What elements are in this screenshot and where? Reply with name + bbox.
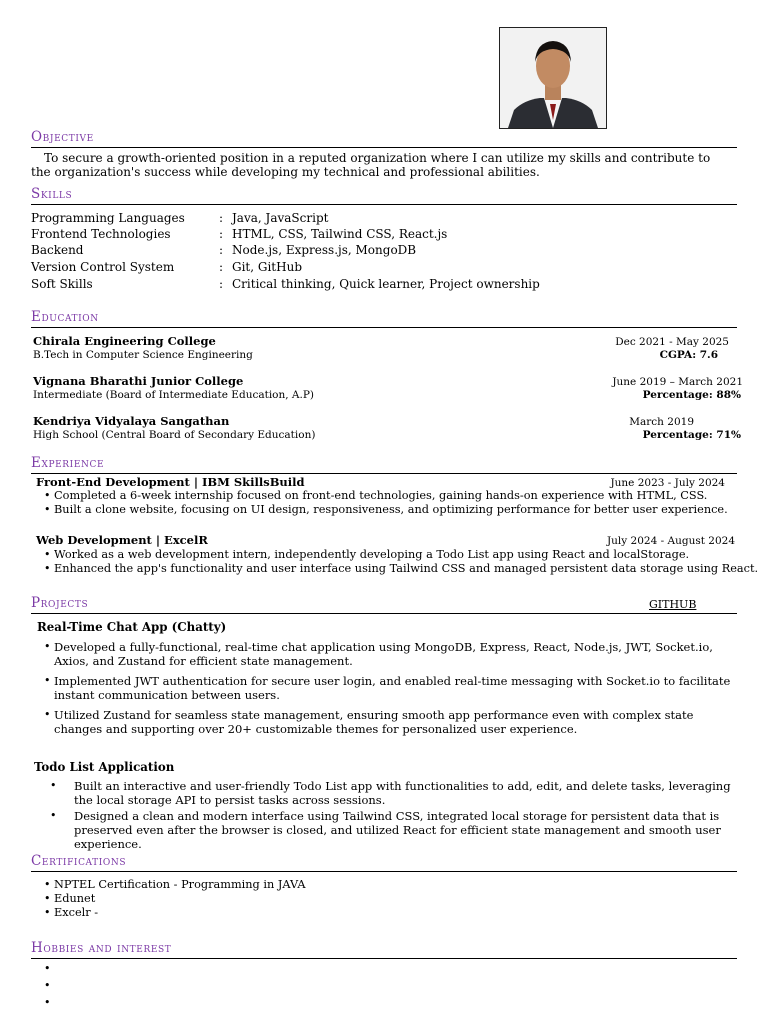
bullet-icon: • — [44, 892, 51, 905]
experience-dates: June 2023 - July 2024 — [610, 477, 725, 489]
bullet-icon: • — [50, 779, 57, 792]
education-dates: June 2019 – March 2021 — [612, 376, 743, 388]
bullet-icon: • — [44, 489, 51, 502]
bullet-icon: • — [44, 962, 51, 975]
education-school: Vignana Bharathi Junior College — [33, 374, 244, 388]
skill-label: Backend — [31, 243, 84, 257]
experience-role: Web Development | ExcelR — [36, 533, 208, 547]
project-bullet: Designed a clean and modern interface using Tailwind CSS, integrated local storage for persistent data that is preserved even after the browser is closed, and utilized React for efficient state management and smooth user experience. — [74, 809, 721, 851]
skill-value: Node.js, Express.js, MongoDB — [232, 243, 417, 257]
experience-role: Front-End Development | IBM SkillsBuild — [36, 475, 305, 489]
education-score: CGPA: 7.6 — [659, 349, 718, 361]
experience-bullet: Enhanced the app's functionality and user interface using Tailwind CSS and managed persistent data storage using React. — [54, 562, 759, 575]
skill-label: Frontend Technologies — [31, 227, 171, 241]
skills-heading: Skills — [31, 186, 737, 205]
skill-value: Critical thinking, Quick learner, Project ownership — [232, 277, 540, 291]
education-degree: Intermediate (Board of Intermediate Education, A.P) — [33, 389, 315, 401]
bullet-icon: • — [44, 979, 51, 992]
certification-item: Edunet — [54, 892, 96, 905]
education-school: Kendriya Vidyalaya Sangathan — [33, 414, 230, 428]
hobbies-heading: Hobbies and interest — [31, 940, 737, 959]
certification-item: NPTEL Certification - Programming in JAVA — [54, 878, 306, 891]
bullet-icon: • — [44, 878, 51, 891]
skill-colon: : — [219, 227, 224, 241]
project-bullet: Developed a fully-functional, real-time chat application using MongoDB, Express, React, Node.js, JWT, Socket.io, Axios, and Zustand for efficient state management. — [54, 640, 713, 668]
bullet-icon: • — [44, 503, 51, 516]
education-degree: B.Tech in Computer Science Engineering — [33, 349, 253, 361]
skill-colon: : — [219, 211, 224, 225]
project-bullet: Implemented JWT authentication for secure user login, and enabled real-time messaging with Socket.io to facilitate instant communication between users. — [54, 674, 731, 702]
bullet-icon: • — [44, 708, 51, 721]
github-link[interactable]: GITHUB — [649, 598, 697, 611]
education-dates: Dec 2021 - May 2025 — [615, 336, 729, 348]
bullet-icon: • — [44, 674, 51, 687]
project-name: Real-Time Chat App (Chatty) — [37, 620, 227, 634]
experience-bullet: Built a clone website, focusing on UI design, responsiveness, and optimizing performance for better user experience. — [54, 503, 728, 516]
skill-colon: : — [219, 277, 224, 291]
education-school: Chirala Engineering College — [33, 334, 216, 348]
skill-value: Java, JavaScript — [232, 211, 329, 225]
skill-value: HTML, CSS, Tailwind CSS, React.js — [232, 227, 448, 241]
project-name: Todo List Application — [34, 760, 175, 774]
experience-bullet: Worked as a web development intern, independently developing a Todo List app using React and localStorage. — [54, 548, 690, 561]
education-dates: March 2019 — [629, 416, 694, 428]
objective-text: To secure a growth-oriented position in a reputed organization where I can utilize my skills and contribute to the organization's success while developing my technical and professional abilities. — [31, 151, 711, 179]
bullet-icon: • — [50, 809, 57, 822]
certifications-heading: Certifications — [31, 853, 737, 872]
experience-dates: July 2024 - August 2024 — [606, 535, 735, 547]
skill-label: Programming Languages — [31, 211, 185, 225]
skill-label: Soft Skills — [31, 277, 93, 291]
skill-label: Version Control System — [31, 260, 175, 274]
certification-item: Excelr - — [54, 906, 99, 919]
skill-colon: : — [219, 260, 224, 274]
bullet-icon: • — [44, 906, 51, 919]
bullet-icon: • — [44, 640, 51, 653]
education-degree: High School (Central Board of Secondary Education) — [33, 429, 316, 441]
education-score: Percentage: 71% — [642, 429, 741, 441]
experience-heading: Experience — [31, 455, 737, 474]
projects-heading: Projects — [31, 595, 737, 614]
project-bullet: Utilized Zustand for seamless state management, ensuring smooth app performance even with complex state changes and supporting over 20+ customizable themes for personalized user experience. — [54, 708, 694, 736]
skill-colon: : — [219, 243, 224, 257]
objective-heading: Objective — [31, 129, 737, 148]
education-heading: Education — [31, 309, 737, 328]
skill-value: Git, GitHub — [232, 260, 302, 274]
bullet-icon: • — [44, 548, 51, 561]
experience-bullet: Completed a 6-week internship focused on front-end technologies, gaining hands-on experience with HTML, CSS. — [54, 489, 708, 502]
profile-photo — [499, 27, 607, 129]
project-bullet: Built an interactive and user-friendly Todo List app with functionalities to add, edit, and delete tasks, leveraging the local storage API to persist tasks across sessions. — [74, 779, 731, 807]
bullet-icon: • — [44, 562, 51, 575]
bullet-icon: • — [44, 996, 51, 1009]
education-score: Percentage: 88% — [642, 389, 741, 401]
